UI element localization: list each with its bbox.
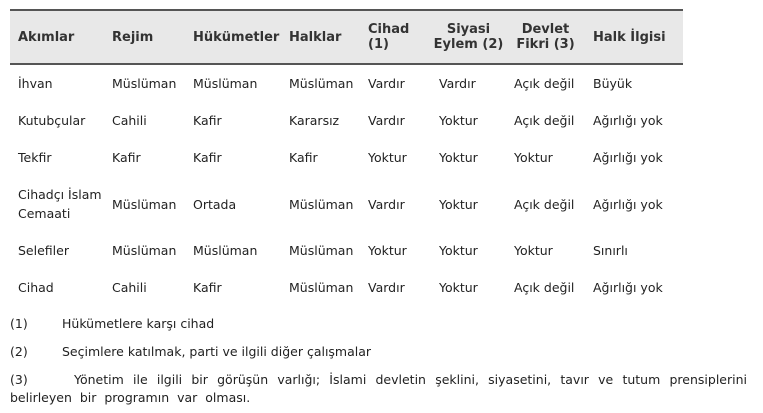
- table-row: [10, 64, 683, 102]
- footnote-text: Yönetim ile ilgili bir görüşün varlığı; İslami devletin şeklini, siyasetini, tavır ve tutum prensiplerini belirleyen bir programın var olması.: [10, 372, 747, 405]
- footnote-1: [10, 315, 747, 333]
- table-cell: Sınırlı: [593, 243, 628, 258]
- footnote-text: Seçimlere katılmak, parti ve ilgili diğer çalışmalar: [62, 344, 372, 359]
- table-cell: Müslüman: [193, 76, 258, 91]
- table-cell: Yoktur: [439, 196, 478, 212]
- table-cell: Cahili: [112, 113, 147, 128]
- table-cell: Cahili: [112, 280, 147, 295]
- table-cell: Vardır: [368, 280, 405, 295]
- table-row: [10, 176, 683, 232]
- table-cell: Yoktur: [514, 243, 553, 258]
- header-cihad: Cihad (1): [368, 22, 410, 52]
- table-cell: Büyük: [593, 76, 633, 91]
- table-cell: Yoktur: [368, 243, 407, 258]
- table-cell: Müslüman: [193, 243, 258, 258]
- header-akimlar: Akımlar: [18, 29, 75, 45]
- table-cell: Vardır: [368, 113, 405, 128]
- table-cell: Müslüman: [289, 280, 354, 295]
- table-row: [10, 102, 683, 139]
- table-cell: Kafir: [193, 113, 222, 128]
- movements-table-wrapper: [10, 9, 683, 306]
- table-cell: Yoktur: [439, 243, 478, 258]
- table-cell: Kafir: [193, 150, 222, 165]
- footnote-number: (2): [10, 344, 28, 359]
- table-cell: Ağırlığı yok: [593, 113, 663, 128]
- header-devlet-fikri: Devlet Fikri (3): [516, 22, 575, 52]
- table-cell: Yoktur: [439, 113, 478, 128]
- table-header-row: [10, 10, 683, 64]
- table-cell: Kafir: [193, 280, 222, 295]
- footnote-3: [10, 371, 747, 407]
- table-row: [10, 232, 683, 269]
- table-cell: Ağırlığı yok: [593, 196, 663, 212]
- header-halklar: Halklar: [289, 29, 342, 45]
- table-cell: Kutubçular: [18, 113, 86, 128]
- header-siyasi-eylem: Siyasi Eylem (2): [433, 22, 504, 52]
- table-cell: Ağırlığı yok: [593, 280, 663, 295]
- table-cell: Ortada: [193, 196, 237, 212]
- header-hukumetler: Hükümetler: [193, 29, 280, 45]
- table-cell: Yoktur: [439, 280, 478, 295]
- table-cell: Yoktur: [514, 150, 553, 165]
- table-cell: Kararsız: [289, 113, 340, 128]
- table-cell: İhvan: [18, 76, 53, 91]
- table-cell: Cihadçı İslam Cemaati: [18, 187, 102, 221]
- table-cell: Müslüman: [289, 76, 354, 91]
- table-cell: Tekfir: [18, 150, 52, 165]
- header-halk-ilgisi: Halk İlgisi: [593, 29, 666, 45]
- table-cell: Cihad: [18, 280, 54, 295]
- footnote-number: (3): [10, 372, 28, 387]
- table-cell: Ağırlığı yok: [593, 150, 663, 165]
- table-cell: Müslüman: [112, 196, 177, 212]
- table-cell: Kafir: [289, 150, 318, 165]
- table-cell: Kafir: [112, 150, 141, 165]
- header-rejim: Rejim: [112, 29, 154, 45]
- table-cell: Müslüman: [112, 243, 177, 258]
- movements-table: [10, 9, 683, 306]
- table-cell: Açık değil: [514, 113, 575, 128]
- table-cell: Açık değil: [514, 196, 575, 212]
- footnote-number: (1): [10, 316, 28, 331]
- table-row: [10, 139, 683, 176]
- table-cell: Müslüman: [289, 243, 354, 258]
- table-cell: Açık değil: [514, 76, 575, 91]
- table-cell: Yoktur: [439, 150, 478, 165]
- table-row: [10, 269, 683, 306]
- table-cell: Açık değil: [514, 280, 575, 295]
- table-cell: Müslüman: [112, 76, 177, 91]
- table-cell: Müslüman: [289, 196, 354, 212]
- table-cell: Vardır: [439, 76, 476, 91]
- footnote-text: Hükümetlere karşı cihad: [62, 316, 215, 331]
- footnote-2: [10, 343, 747, 361]
- table-cell: Yoktur: [368, 150, 407, 165]
- table-cell: Vardır: [368, 196, 405, 212]
- table-cell: Selefiler: [18, 243, 69, 258]
- table-cell: Vardır: [368, 76, 405, 91]
